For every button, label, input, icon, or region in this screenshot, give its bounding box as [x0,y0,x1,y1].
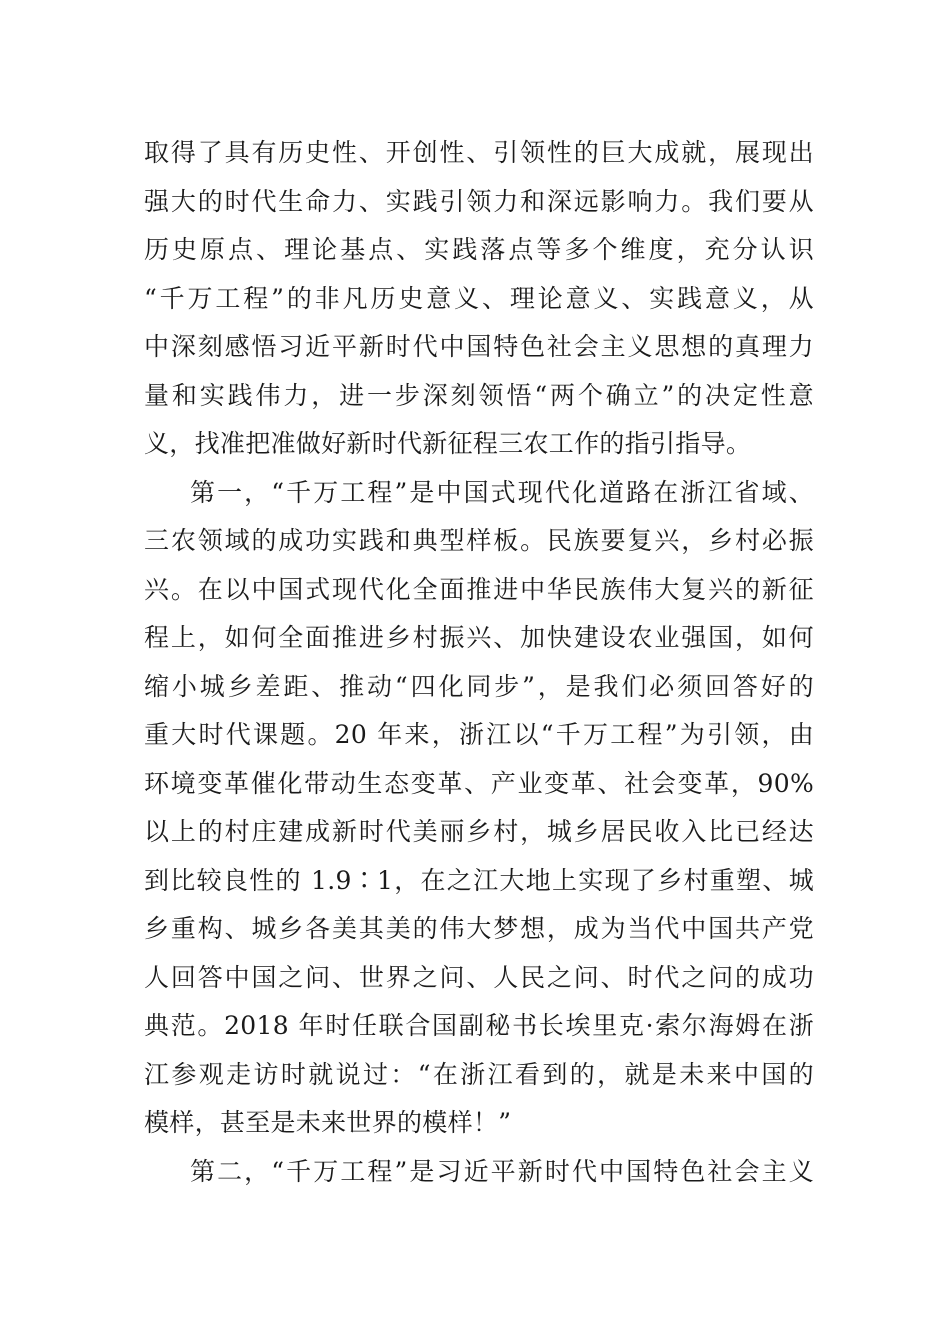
text-line: 第一，“千万工程”是中国式现代化道路在浙江省域、 [190,477,814,507]
text-line: 量和实践伟力，进一步深刻领悟“两个确立”的决定性意 [144,380,814,410]
text-line: 历史原点、理论基点、实践落点等多个维度，充分认识 [144,235,814,264]
text-line: 环境变革催化带动生态变革、产业变革、社会变革，90% [144,768,814,798]
paragraph-first [144,469,814,1148]
text-line: 到比较良性的 1.9∶1，在之江大地上实现了乡村重塑、城 [144,865,814,895]
text-line: 典范。2018 年时任联合国副秘书长埃里克·索尔海姆在浙 [144,1011,814,1040]
text-line: 兴。在以中国式现代化全面推进中华民族伟大复兴的新征 [144,574,814,604]
body-text [144,129,814,1196]
text-line: 缩小城乡差距、推动“四化同步”，是我们必须回答好的 [144,671,814,701]
text-line: 重大时代课题。20 年来，浙江以“千万工程”为引领，由 [144,720,814,749]
text-line: 模样，甚至是未来世界的模样！” [144,1108,512,1137]
paragraph-second [144,1148,814,1197]
text-line: “千万工程”的非凡历史意义、理论意义、实践意义，从 [144,283,814,313]
text-line: 程上，如何全面推进乡村振兴、加快建设农业强国，如何 [144,623,814,652]
text-line: 三农领域的成功实践和典型样板。民族要复兴，乡村必振 [144,526,814,555]
text-line: 乡重构、城乡各美其美的伟大梦想，成为当代中国共产党 [144,914,814,943]
text-line: 江参观走访时就说过：“在浙江看到的，就是未来中国的 [144,1059,814,1089]
text-line: 以上的村庄建成新时代美丽乡村，城乡居民收入比已经达 [144,817,814,846]
text-line: 人回答中国之问、世界之问、人民之问、时代之问的成功 [144,962,814,992]
text-line: 第二，“千万工程”是习近平新时代中国特色社会主义 [190,1156,814,1186]
text-line: 取得了具有历史性、开创性、引领性的巨大成就，展现出 [144,138,814,167]
text-line: 中深刻感悟习近平新时代中国特色社会主义思想的真理力 [144,332,814,361]
text-line: 强大的时代生命力、实践引领力和深远影响力。我们要从 [144,186,814,216]
text-line: 义，找准把准做好新时代新征程三农工作的指引指导。 [144,429,752,458]
paragraph-intro [144,129,814,469]
